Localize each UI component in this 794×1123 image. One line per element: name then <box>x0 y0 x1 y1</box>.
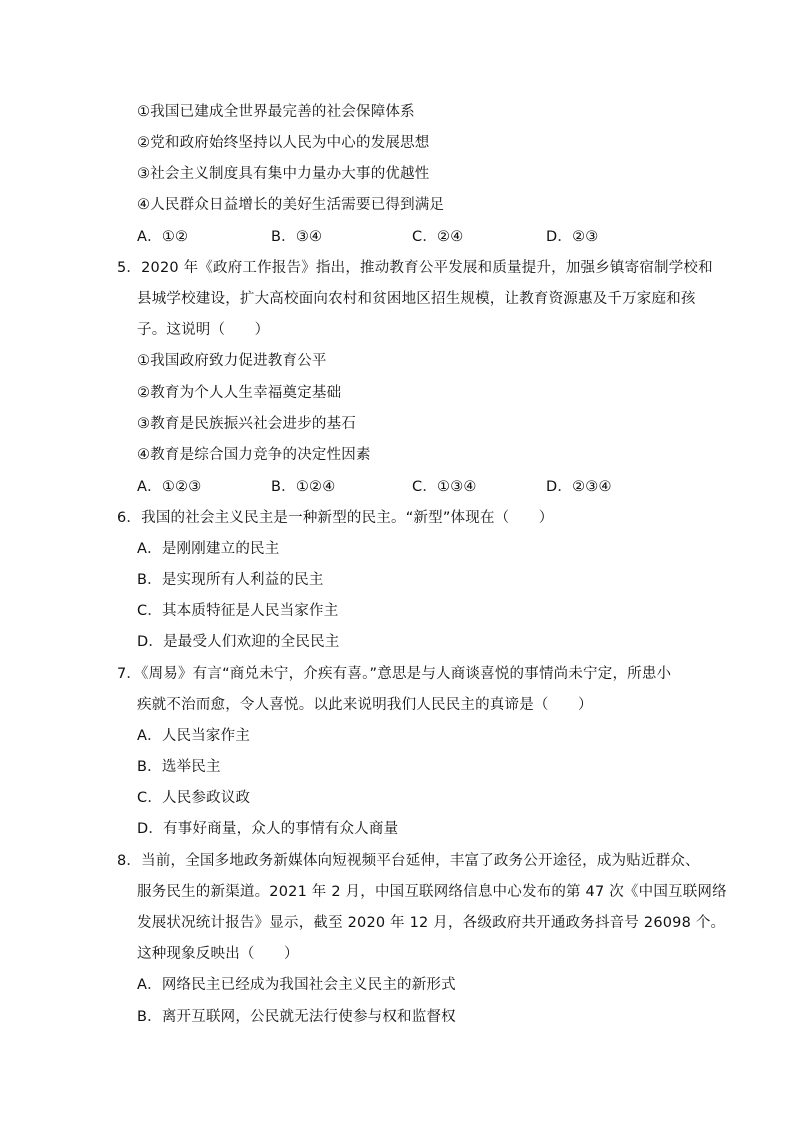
statement-line: ③社会主义制度具有集中力量办大事的优越性 <box>137 166 430 182</box>
answer-option: B．离开互联网，公民就无法行使参与权和监督权 <box>137 1009 456 1025</box>
answer-option: C．其本质特征是人民当家作主 <box>137 603 339 619</box>
question-stem: 5．2020 年《政府工作报告》指出，推动教育公平发展和质量提升，加强乡镇寄宿制学校和 <box>117 260 713 276</box>
choice-option: A．①②③ <box>137 479 202 495</box>
answer-option: C．人民参政议政 <box>137 790 251 806</box>
question-stem-continued: 县城学校建设，扩大高校面向农村和贫困地区招生规模，让教育资源惠及千万家庭和孩 <box>137 291 696 307</box>
choice-option: A．①② <box>137 229 189 245</box>
choice-option: D．②③④ <box>546 479 612 495</box>
question-stem-continued: 这种现象反映出（ ） <box>137 946 299 962</box>
choice-option: B．③④ <box>271 229 323 245</box>
question-stem-continued: 发展状况统计报告》显示，截至 2020 年 12 月，各级政府共开通政务抖音号 26098 个。 <box>137 915 726 931</box>
answer-option: D．是最受人们欢迎的全民民主 <box>137 634 340 650</box>
answer-option: B．选举民主 <box>137 759 221 775</box>
statement-line: ②教育为个人人生幸福奠定基础 <box>137 385 342 401</box>
question-stem: 6．我国的社会主义民主是一种新型的民主。“新型”体现在（ ） <box>117 510 554 526</box>
answer-option: A．是刚刚建立的民主 <box>137 541 280 557</box>
question-stem-continued: 服务民生的新渠道。2021 年 2 月，中国互联网络信息中心发布的第 47 次《中国互联网络 <box>137 884 727 900</box>
question-stem-continued: 子。这说明（ ） <box>137 322 270 338</box>
question-stem-continued: 疾就不治而愈，令人喜悦。以此来说明我们人民民主的真谛是（ ） <box>137 697 593 713</box>
choice-option: C．②④ <box>412 229 464 245</box>
choice-option: B．①②④ <box>271 479 336 495</box>
answer-option: A．网络民主已经成为我国社会主义民主的新形式 <box>137 977 456 993</box>
statement-line: ①我国已建成全世界最完善的社会保障体系 <box>137 104 415 120</box>
answer-option: B．是实现所有人利益的民主 <box>137 572 324 588</box>
question-stem: 8．当前，全国多地政务新媒体向短视频平台延伸，丰富了政务公开途径，成为贴近群众、 <box>117 853 700 869</box>
answer-option: A．人民当家作主 <box>137 728 251 744</box>
choice-option: C．①③④ <box>412 479 477 495</box>
statement-line: ①我国政府致力促进教育公平 <box>137 353 327 369</box>
statement-line: ②党和政府始终坚持以人民为中心的发展思想 <box>137 135 430 151</box>
statement-line: ④教育是综合国力竞争的决定性因素 <box>137 447 371 463</box>
question-stem: 7．《周易》有言“商兑未宁，介疾有喜。”意思是与人商谈喜悦的事情尚未宁定，所患小 <box>117 666 672 682</box>
choice-option: D．②③ <box>546 229 599 245</box>
statement-line: ④人民群众日益增长的美好生活需要已得到满足 <box>137 197 445 213</box>
statement-line: ③教育是民族振兴社会进步的基石 <box>137 416 356 432</box>
answer-option: D．有事好商量，众人的事情有众人商量 <box>137 821 399 837</box>
